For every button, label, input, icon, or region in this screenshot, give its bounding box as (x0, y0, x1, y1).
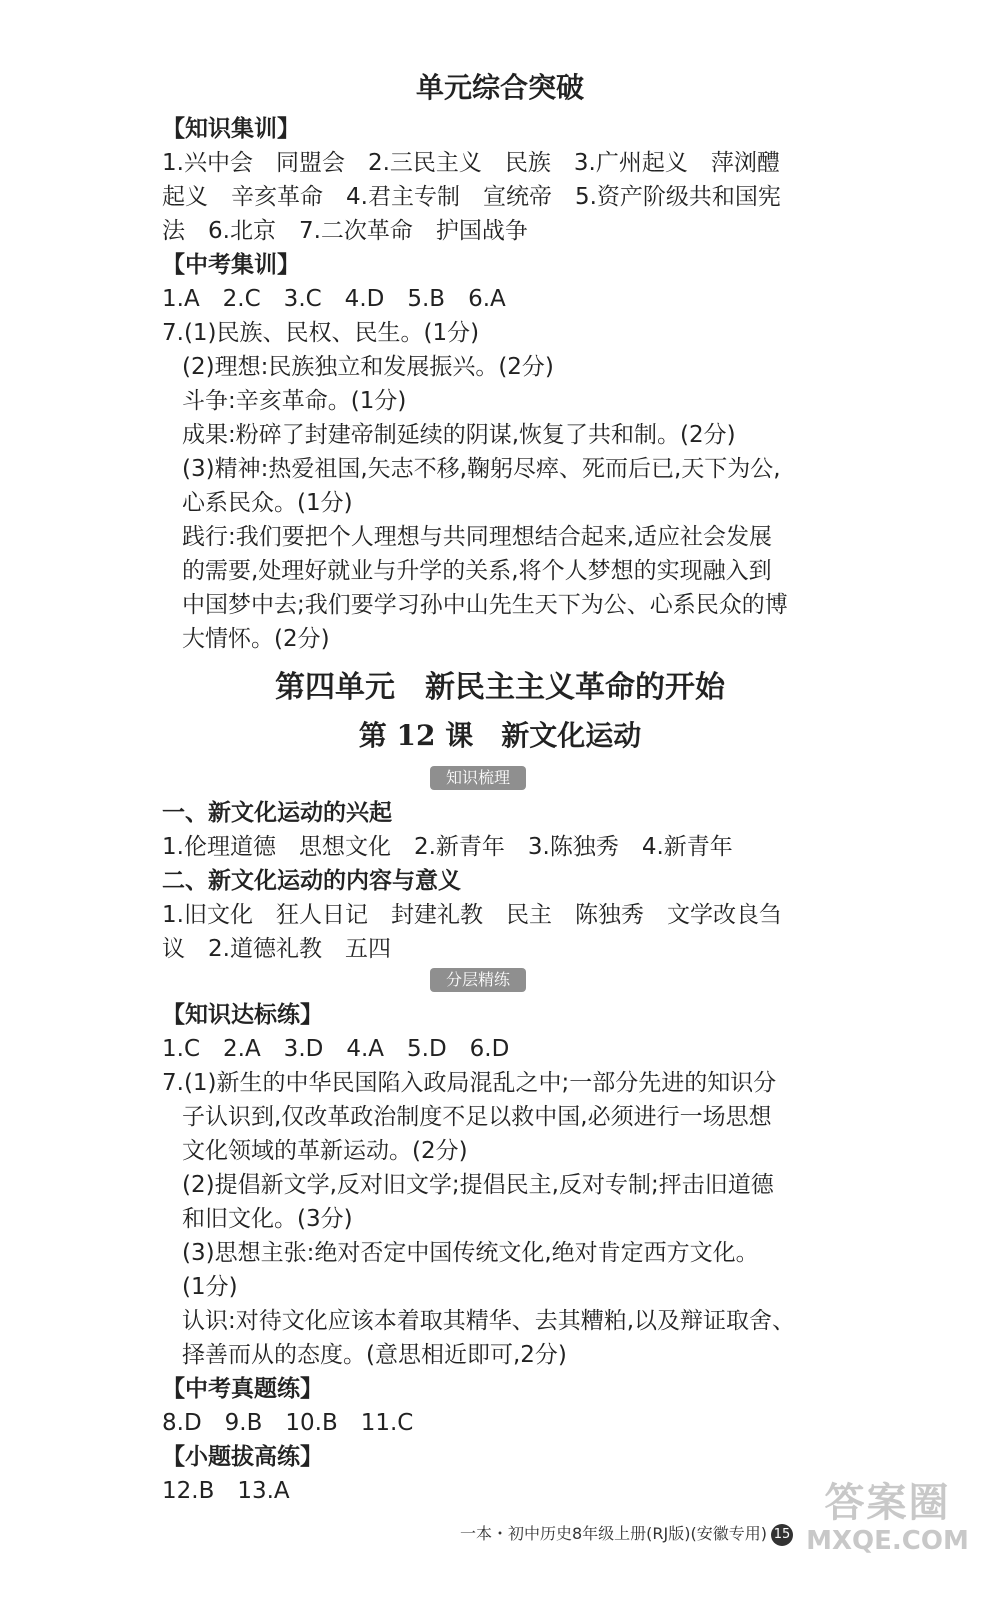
practice-q7-line: (1分) (182, 1274, 238, 1300)
exam-q7-line: 的需要,处理好就业与升学的关系,将个人梦想的实现融入到 (182, 558, 772, 584)
exam-choice-answers: 1.A 2.C 3.C 4.D 5.B 6.A (162, 286, 506, 312)
advanced-choice-answers: 12.B 13.A (162, 1478, 290, 1504)
watermark-url: MXQE.COM (806, 1526, 969, 1556)
page-number: 15 (771, 1524, 793, 1546)
section1-heading: 一、新文化运动的兴起 (162, 800, 392, 826)
badge-layered-practice: 分层精练 (430, 968, 526, 992)
exam-heading: 【中考集训】 (162, 252, 300, 278)
section2-line: 议 2.道德礼教 五四 (162, 936, 391, 962)
real-exam-choice-answers: 8.D 9.B 10.B 11.C (162, 1410, 414, 1436)
lesson-title: 第 12 课 新文化运动 (358, 719, 642, 752)
practice-q7-line: 认识:对待文化应该本着取其精华、去其糟粕,以及辩证取舍、 (182, 1308, 796, 1334)
advanced-heading: 【小题拔高练】 (162, 1444, 323, 1470)
practice-q7-line: 文化领域的革新运动。(2分) (182, 1138, 468, 1164)
practice-q7-line: (3)思想主张:绝对否定中国传统文化,绝对肯定西方文化。 (182, 1240, 759, 1266)
section2-heading: 二、新文化运动的内容与意义 (162, 868, 461, 894)
exam-q7-line: 心系民众。(1分) (182, 490, 353, 516)
unit-review-title: 单元综合突破 (415, 71, 584, 104)
practice-heading: 【知识达标练】 (162, 1002, 323, 1028)
practice-q7-line: 7.(1)新生的中华民国陷入政局混乱之中;一部分先进的知识分 (162, 1070, 777, 1096)
exam-q7-line: 践行:我们要把个人理想与共同理想结合起来,适应社会发展 (182, 524, 773, 550)
practice-q7-line: 择善而从的态度。(意思相近即可,2分) (182, 1342, 567, 1368)
knowledge-heading: 【知识集训】 (162, 116, 300, 142)
watermark-logo (800, 1480, 975, 1560)
watermark-text: 答案圈 (824, 1480, 951, 1526)
exam-q7-line: 中国梦中去;我们要学习孙中山先生天下为公、心系民众的博 (182, 592, 788, 618)
practice-q7-line: (2)提倡新文学,反对旧文学;提倡民主,反对专制;抨击旧道德 (182, 1172, 774, 1198)
practice-choice-answers: 1.C 2.A 3.D 4.A 5.D 6.D (162, 1036, 510, 1062)
section2-line: 1.旧文化 狂人日记 封建礼教 民主 陈独秀 文学改良刍 (162, 902, 782, 928)
exam-q7-line: 大情怀。(2分) (182, 626, 330, 652)
exam-q7-line: (2)理想:民族独立和发展振兴。(2分) (182, 354, 554, 380)
knowledge-line: 1.兴中会 同盟会 2.三民主义 民族 3.广州起义 萍浏醴 (162, 150, 780, 176)
badge-knowledge-review: 知识梳理 (430, 766, 526, 790)
footer-book-title: 一本・初中历史8年级上册(RJ版)(安徽专用) (460, 1524, 767, 1543)
page-footer (460, 1522, 793, 1546)
exam-q7-line: 成果:粉碎了封建帝制延续的阴谋,恢复了共和制。(2分) (182, 422, 736, 448)
exam-q7-line: (3)精神:热爱祖国,矢志不移,鞠躬尽瘁、死而后已,天下为公, (182, 456, 781, 482)
knowledge-line: 起义 辛亥革命 4.君主专制 宣统帝 5.资产阶级共和国宪 (162, 184, 781, 210)
section1-line: 1.伦理道德 思想文化 2.新青年 3.陈独秀 4.新青年 (162, 834, 733, 860)
practice-q7-line: 子认识到,仅改革政治制度不足以救中国,必须进行一场思想 (182, 1104, 772, 1130)
knowledge-line: 法 6.北京 7.二次革命 护国战争 (162, 218, 528, 244)
exam-q7-line: 斗争:辛亥革命。(1分) (182, 388, 407, 414)
unit4-title: 第四单元 新民主主义革命的开始 (275, 670, 725, 705)
real-exam-heading: 【中考真题练】 (162, 1376, 323, 1402)
practice-q7-line: 和旧文化。(3分) (182, 1206, 353, 1232)
exam-q7-line: 7.(1)民族、民权、民生。(1分) (162, 320, 480, 346)
